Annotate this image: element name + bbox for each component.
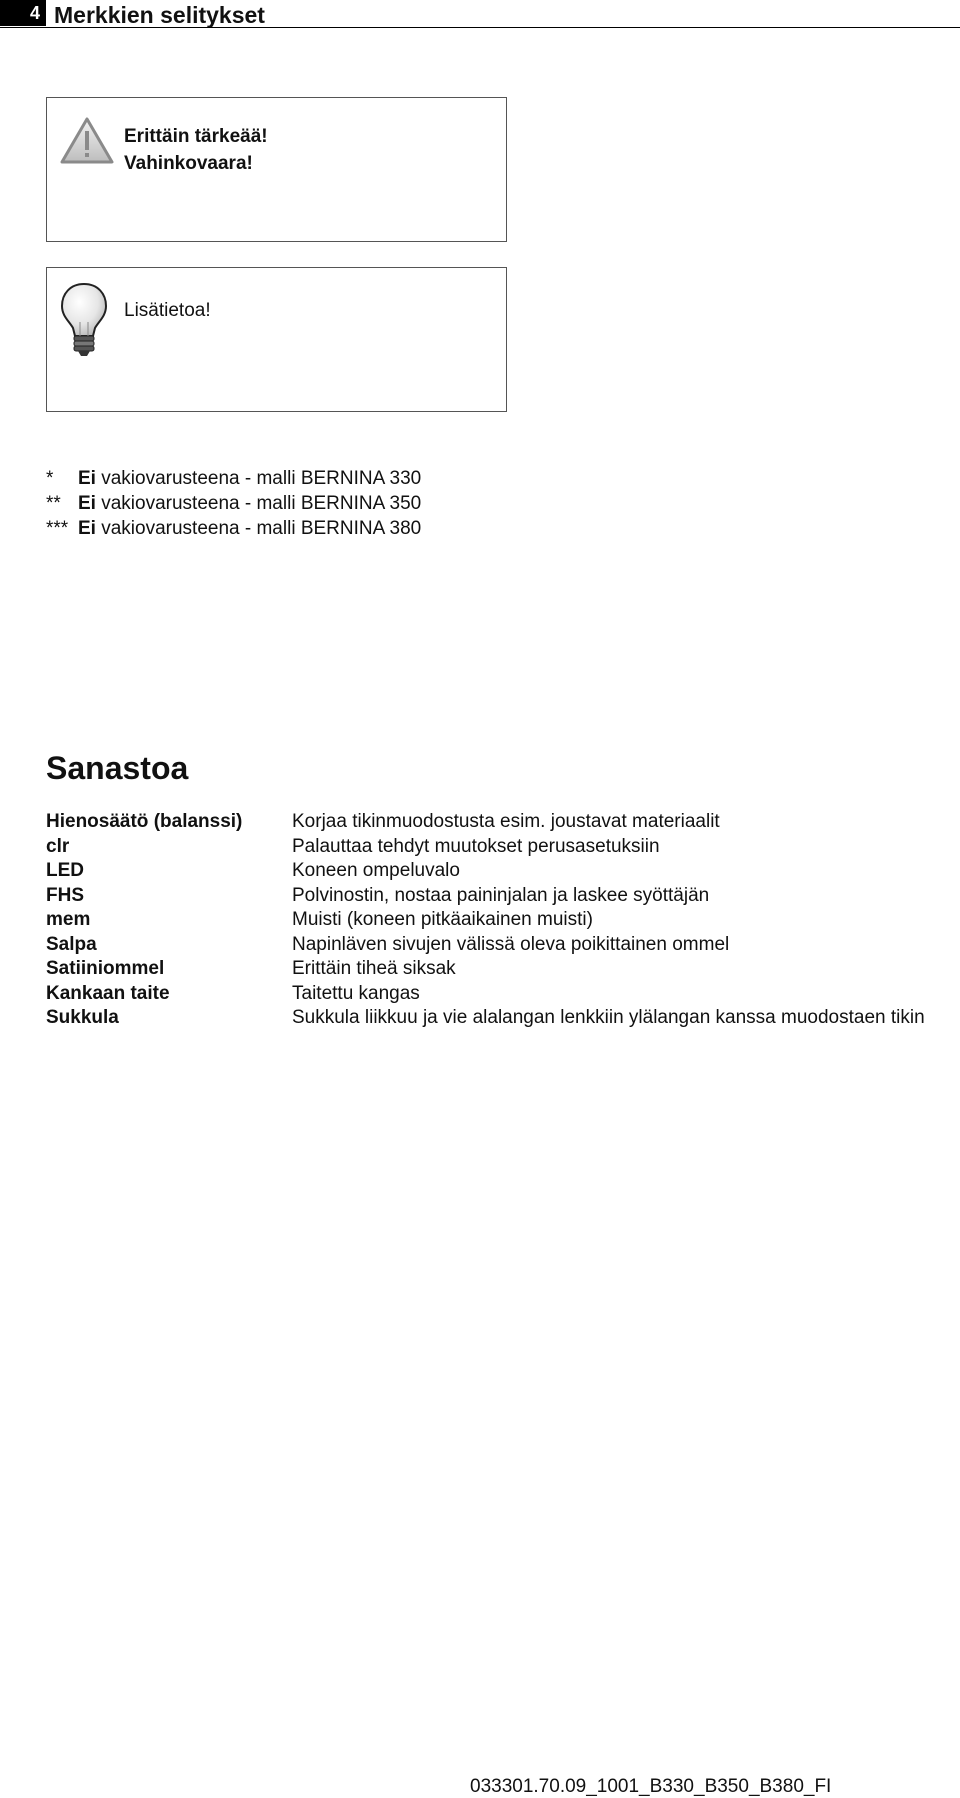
glossary-entry [46,810,925,835]
glossary-definition: Sukkula liikkuu ja vie alalangan lenkkiin ylälangan kanssa muodostaen tikin [292,1007,925,1028]
glossary-term: FHS [46,884,84,906]
footnote-mark: *** [46,518,69,539]
warning-line-1: Erittäin tärkeää! [124,126,268,147]
glossary-definition: Napinläven sivujen välissä oleva poikittainen ommel [292,933,730,955]
header-divider [0,27,960,28]
warning-triangle-icon [59,116,115,171]
footnote-item [46,516,421,541]
info-text: Lisätietoa! [124,300,211,321]
glossary-term: LED [46,860,84,881]
glossary-term: mem [46,909,91,930]
glossary-entry [46,1006,925,1031]
glossary-definition: Korjaa tikinmuodostusta esim. joustavat materiaalit [292,811,720,832]
footnote-item [46,466,421,491]
footnote-text: vakiovarusteena - malli BERNINA 330 [95,468,422,489]
glossary-definition: Palauttaa tehdyt muutokset perusasetuksiin [292,835,660,857]
glossary-entry [46,859,925,884]
glossary-entry [46,957,925,982]
glossary-definition: Erittäin tiheä siksak [292,958,456,979]
glossary-entry [46,982,925,1007]
footnote-text: vakiovarusteena - malli BERNINA 350 [95,493,422,514]
document-code: 033301.70.09_1001_B330_B350_B380_FI [470,1776,832,1797]
footnote-item [46,491,421,516]
info-notice-box [46,267,507,412]
glossary-term: clr [46,835,70,857]
warning-notice-box [46,97,507,242]
glossary-entry [46,908,925,933]
footnote-text: vakiovarusteena - malli BERNINA 380 [95,518,422,539]
glossary-term: Kankaan taite [46,982,170,1004]
footnote-mark: ** [46,493,61,514]
footnote-emphasis: Ei [78,518,96,539]
glossary-term: Satiiniommel [46,958,165,979]
warning-line-2: Vahinkovaara! [124,153,253,174]
light-bulb-icon [59,282,109,367]
footnote-mark: * [46,468,54,489]
glossary-term: Salpa [46,933,97,955]
glossary-entry [46,933,925,958]
footnotes-list [46,466,421,541]
glossary-entry [46,835,925,860]
warning-text [124,123,268,177]
page-title: Merkkien selitykset [54,2,265,28]
glossary-term: Sukkula [46,1007,119,1028]
glossary-list [46,810,925,1031]
glossary-definition: Muisti (koneen pitkäaikainen muisti) [292,909,593,930]
glossary-definition: Koneen ompeluvalo [292,860,460,881]
glossary-definition: Polvinostin, nostaa paininjalan ja laskee syöttäjän [292,884,710,906]
glossary-title: Sanastoa [46,750,189,786]
glossary-definition: Taitettu kangas [292,982,420,1004]
glossary-entry [46,884,925,909]
footnote-emphasis: Ei [78,468,96,489]
footnote-emphasis: Ei [78,493,96,514]
page-number: 4 [0,0,46,26]
glossary-term: Hienosäätö (balanssi) [46,811,243,832]
